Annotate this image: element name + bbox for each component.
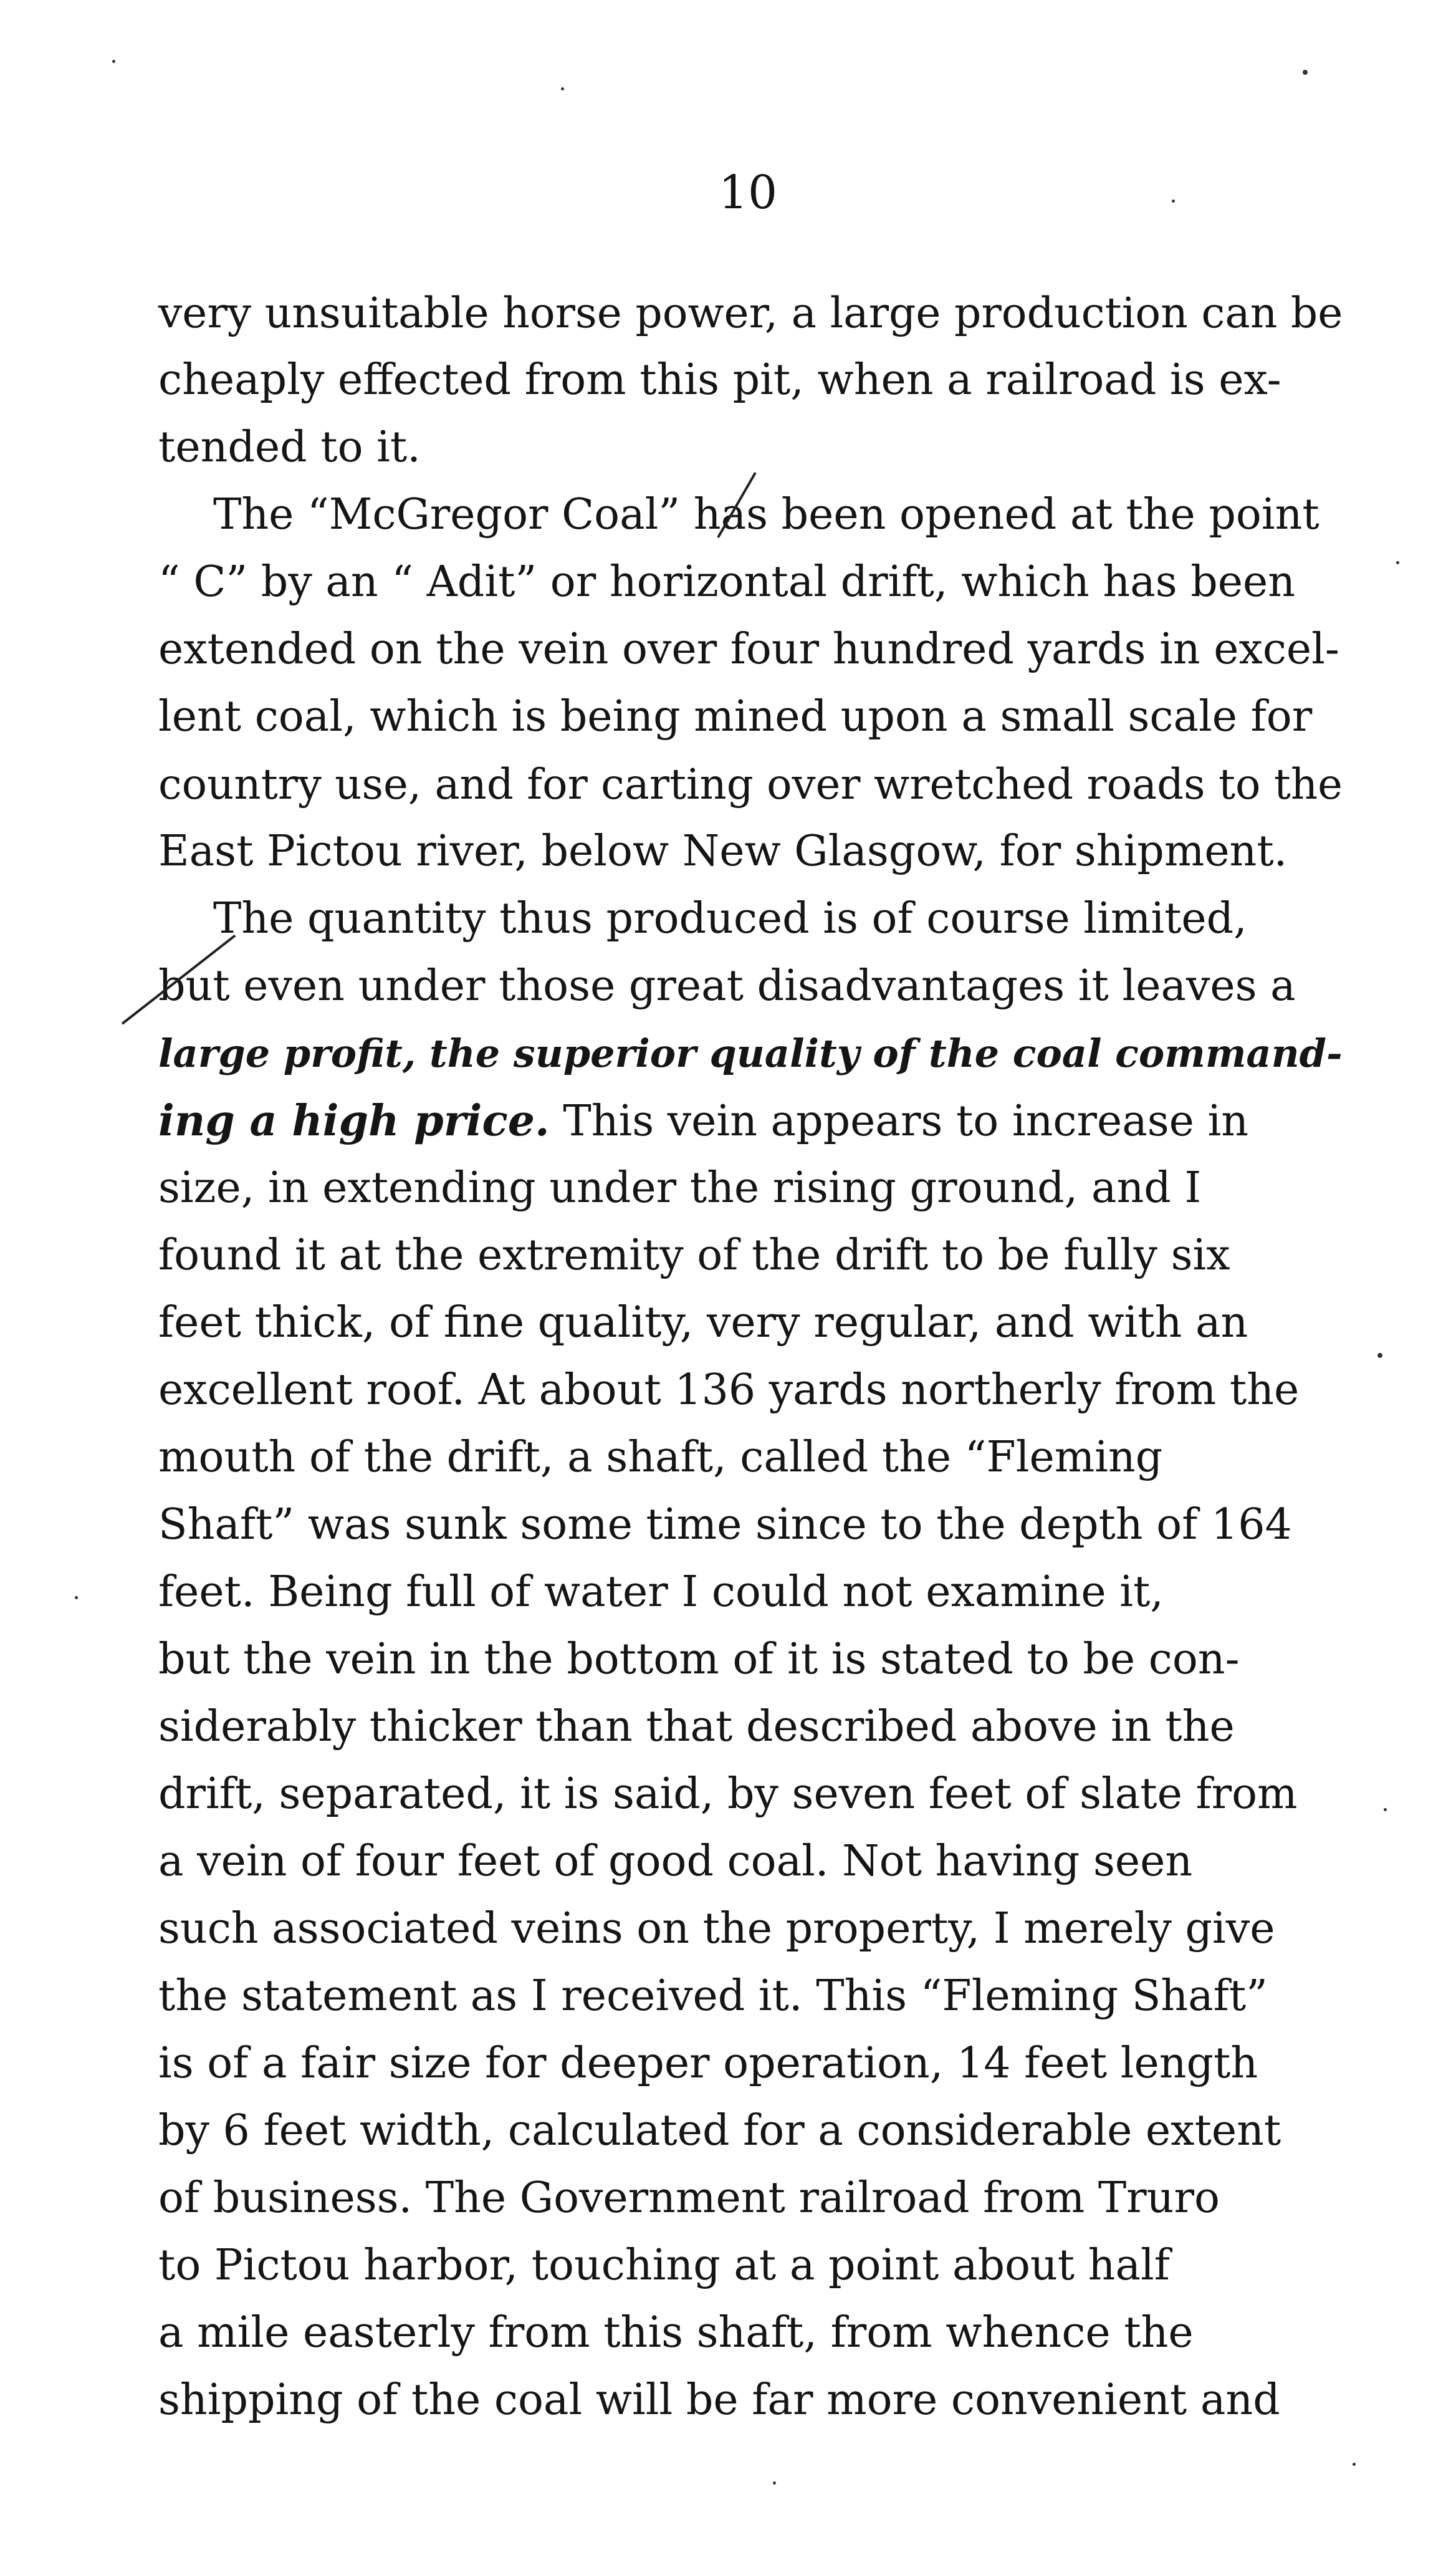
text-line: tended to it. bbox=[158, 423, 421, 472]
text-line: a mile easterly from this shaft, from whence the bbox=[158, 2308, 1194, 2357]
scan-speck bbox=[1377, 1353, 1382, 1358]
text-line: such associated veins on the property, I merely give bbox=[158, 1904, 1275, 1953]
scan-speck bbox=[1396, 561, 1399, 564]
text-line: cheaply effected from this pit, when a railroad is ex- bbox=[158, 355, 1281, 405]
text-line: drift, separated, it is said, by seven feet of slate from bbox=[158, 1769, 1298, 1819]
text-line: feet. Being full of water I could not examine it, bbox=[158, 1567, 1164, 1617]
text-line: shipping of the coal will be far more convenient and bbox=[158, 2375, 1280, 2425]
text-line: to Pictou harbor, touching at a point about half bbox=[158, 2241, 1170, 2290]
text-line: size, in extending under the rising ground, and I bbox=[158, 1163, 1202, 1213]
scan-speck bbox=[561, 87, 564, 90]
text-line: large profit, the superior quality of the coal command- bbox=[158, 1031, 1343, 1076]
text-line: feet thick, of fine quality, very regular, and with an bbox=[158, 1298, 1248, 1347]
text-line: East Pictou river, below New Glasgow, for shipment. bbox=[158, 827, 1288, 876]
text-line: country use, and for carting over wretched roads to the bbox=[158, 760, 1343, 809]
text-line: is of a fair size for deeper operation, 14 feet length bbox=[158, 2039, 1258, 2088]
body-text bbox=[158, 279, 1343, 2434]
scan-speck bbox=[773, 2481, 776, 2485]
scan-speck bbox=[1303, 70, 1308, 75]
text-line: The “McGregor Coal” has been opened at the point bbox=[213, 490, 1320, 539]
text-line: the statement as I received it. This “Fleming Shaft” bbox=[158, 1971, 1268, 2021]
text-line: extended on the vein over four hundred yards in excel- bbox=[158, 625, 1339, 674]
text-line: a vein of four feet of good coal. Not having seen bbox=[158, 1837, 1193, 1886]
text-line: excellent roof. At about 136 yards northerly from the bbox=[158, 1365, 1300, 1415]
page-number: 10 bbox=[718, 166, 778, 219]
text-line: very unsuitable horse power, a large production can be bbox=[158, 288, 1343, 337]
text-line: The quantity thus produced is of course limited, bbox=[213, 894, 1247, 943]
text-line: of business. The Government railroad from Truro bbox=[158, 2173, 1220, 2223]
text-line: but the vein in the bottom of it is stated to be con- bbox=[158, 1635, 1240, 1684]
text-line: Shaft” was sunk some time since to the depth of 164 bbox=[158, 1500, 1292, 1549]
scan-speck bbox=[112, 60, 115, 63]
text-line: lent coal, which is being mined upon a small scale for bbox=[158, 692, 1313, 741]
scan-speck bbox=[1384, 1808, 1387, 1811]
text-line: mouth of the drift, a shaft, called the “Fleming bbox=[158, 1433, 1163, 1482]
text-line: siderably thicker than that described above in the bbox=[158, 1702, 1235, 1751]
text-line: found it at the extremity of the drift to be fully six bbox=[158, 1231, 1230, 1280]
scan-speck bbox=[1353, 2463, 1356, 2466]
scan-speck bbox=[75, 1596, 78, 1599]
text-line: ing a high price. This vein appears to increase in bbox=[158, 1096, 1249, 1146]
text-line: by 6 feet width, calculated for a considerable extent bbox=[158, 2106, 1281, 2155]
scan-speck bbox=[1172, 200, 1175, 203]
text-line: but even under those great disadvantages it leaves a bbox=[158, 961, 1296, 1011]
text-line: “ C” by an “ Adit” or horizontal drift, which has been bbox=[158, 557, 1296, 607]
